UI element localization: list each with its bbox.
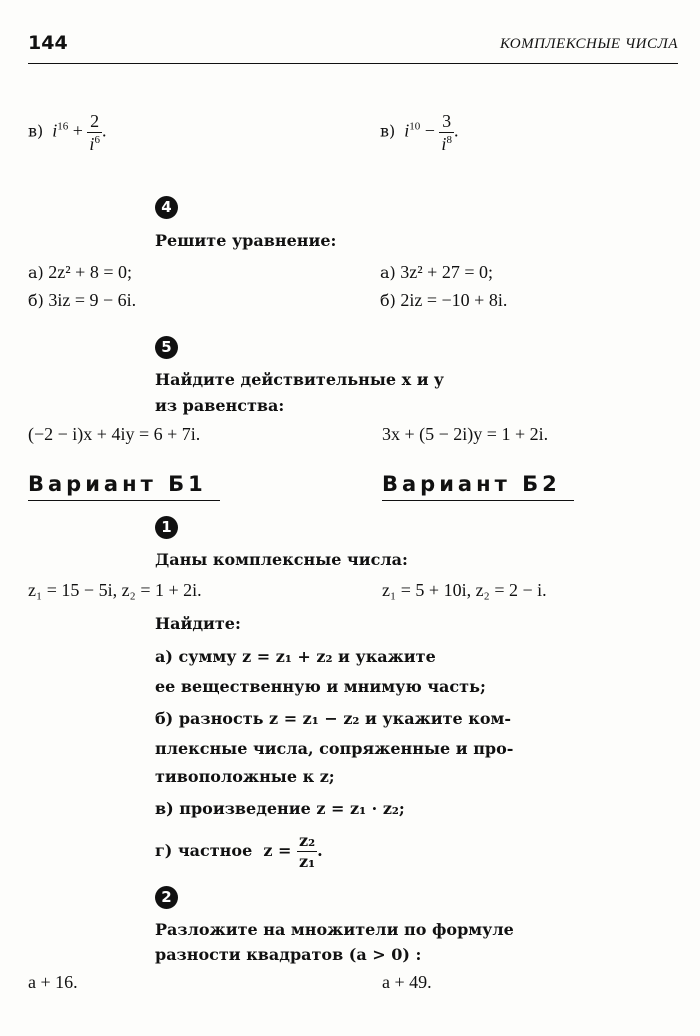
- variant-b2-heading: Вариант Б2: [382, 472, 561, 496]
- b-task1-item-b-line2: плексные числа, сопряженные и про-: [155, 739, 514, 758]
- variant-b2-underline: [382, 500, 574, 501]
- task5-right-equation: 3x + (5 − 2i)y = 1 + 2i.: [382, 424, 549, 444]
- b-task1-item-b-line3: тивоположные к z;: [155, 767, 335, 786]
- task4-right-a: а) 3z² + 27 = 0;: [380, 262, 493, 282]
- b-task1-left-values: z₁ = 15 − 5i, z₂ = 1 + 2i.: [28, 580, 202, 600]
- task5-left-equation: (−2 − i)x + 4iy = 6 + 7i.: [28, 424, 201, 444]
- b-task1-item-v: в) произведение z = z₁ · z₂;: [155, 799, 405, 818]
- b-task1-item-g: г) частное z = $\frac{\text{z₂}}{\text{z₁}}$ .: [155, 831, 323, 871]
- b-task2-title-line2: разности квадратов (a > 0) :: [155, 945, 422, 964]
- task-number-5: 5: [155, 336, 178, 359]
- top-left-fraction: $\frac{2}{i^6}$: [89, 111, 100, 154]
- b-task1-right-values: z₁ = 5 + 10i, z₂ = 2 − i.: [382, 580, 547, 600]
- running-title: КОМПЛЕКСНЫЕ ЧИСЛА: [499, 36, 678, 52]
- variant-b1-underline: [28, 500, 220, 501]
- b-task1-item-a-line1: а) сумму z = z₁ + z₂ и укажите: [155, 647, 436, 666]
- task4-right-b: б) 2iz = −10 + 8i.: [380, 290, 508, 310]
- task4-left-a: а) 2z² + 8 = 0;: [28, 262, 132, 282]
- b-task1-item-a-line2: ее вещественную и мнимую часть;: [155, 677, 486, 696]
- b-task1-find: Найдите:: [155, 614, 241, 633]
- top-right-expression: в) $i^{10}$ − $\frac{3}{i^8}$ .: [380, 111, 459, 154]
- task5-title-line1: Найдите действительные x и y: [155, 370, 444, 389]
- top-left-expression: в) $i^{16}$ + $\frac{2}{i^6}$ .: [28, 111, 107, 154]
- b-task1-quotient-fraction: $\frac{\text{z₂}}{\text{z₁}}$: [299, 831, 316, 871]
- b-task-number-2: 2: [155, 886, 178, 909]
- task4-title: Решите уравнение:: [155, 231, 337, 250]
- b-task-number-1: 1: [155, 516, 178, 539]
- task-number-4: 4: [155, 196, 178, 219]
- variant-b1-heading: Вариант Б1: [28, 472, 207, 496]
- b-task2-left: a + 16.: [28, 972, 78, 992]
- b-task1-item-b-line1: б) разность z = z₁ − z₂ и укажите ком-: [155, 709, 512, 728]
- header-rule: [28, 63, 678, 64]
- page-number: 144: [28, 32, 68, 54]
- b-task2-title-line1: Разложите на множители по формуле: [155, 920, 514, 939]
- b-task1-title: Даны комплексные числа:: [155, 550, 408, 569]
- task5-title-line2: из равенства:: [155, 396, 285, 415]
- b-task2-right: a + 49.: [382, 972, 432, 992]
- task4-left-b: б) 3iz = 9 − 6i.: [28, 290, 137, 310]
- top-right-fraction: $\frac{3}{i^8}$: [441, 111, 452, 154]
